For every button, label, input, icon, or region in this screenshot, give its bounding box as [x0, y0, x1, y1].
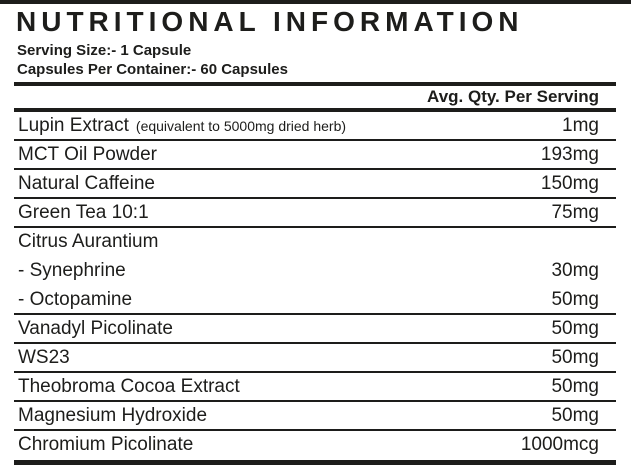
table-row: [14, 286, 616, 315]
table-row: [14, 402, 616, 431]
ingredient-amount: 1mg: [562, 115, 599, 136]
ingredient-name: Vanadyl Picolinate: [18, 318, 173, 339]
label-title: NUTRITIONAL INFORMATION: [16, 6, 524, 37]
amount-column-header: Avg. Qty. Per Serving: [427, 87, 599, 106]
ingredient-name: - Synephrine: [18, 260, 126, 281]
table-row: [14, 344, 616, 373]
ingredient-note: (equivalent to 5000mg dried herb): [135, 118, 347, 134]
table-bottom-rule: [14, 460, 616, 465]
ingredient-amount: 150mg: [540, 173, 599, 194]
table-row: [14, 170, 616, 199]
top-border-bar: [0, 0, 631, 4]
ingredient-amount: 50mg: [551, 405, 599, 426]
ingredient-amount: 50mg: [551, 289, 599, 310]
ingredient-name: Lupin Extract: [18, 115, 129, 136]
ingredient-amount: 1000mcg: [520, 434, 599, 455]
ingredient-name: Magnesium Hydroxide: [18, 405, 208, 426]
ingredient-amount: 193mg: [540, 144, 599, 165]
table-row: [14, 112, 616, 141]
ingredient-amount: 30mg: [551, 260, 599, 281]
table-row: [14, 315, 616, 344]
serving-size-line: Serving Size:- 1 Capsule: [17, 42, 192, 59]
ingredient-name: Chromium Picolinate: [18, 434, 194, 455]
ingredient-name: Green Tea 10:1: [18, 202, 149, 223]
ingredient-name: MCT Oil Powder: [18, 144, 158, 165]
ingredient-name: Natural Caffeine: [18, 173, 155, 194]
ingredient-amount: 50mg: [551, 318, 599, 339]
ingredient-amount: 50mg: [551, 347, 599, 368]
ingredient-amount: 50mg: [551, 376, 599, 397]
table-body: [14, 112, 616, 460]
serving-info: [17, 41, 631, 79]
table-row: [14, 257, 616, 286]
table-row: [14, 141, 616, 170]
ingredient-amount: 75mg: [551, 202, 599, 223]
ingredient-name: WS23: [18, 347, 70, 368]
ingredients-table: [14, 82, 616, 465]
ingredient-name: Citrus Aurantium: [18, 231, 159, 252]
table-row: [14, 199, 616, 228]
ingredient-name: Theobroma Cocoa Extract: [18, 376, 240, 397]
table-row: [14, 228, 616, 257]
ingredient-name: - Octopamine: [18, 289, 133, 310]
capsules-per-container-line: Capsules Per Container:- 60 Capsules: [17, 61, 288, 78]
table-row: [14, 373, 616, 402]
table-row: [14, 431, 616, 460]
